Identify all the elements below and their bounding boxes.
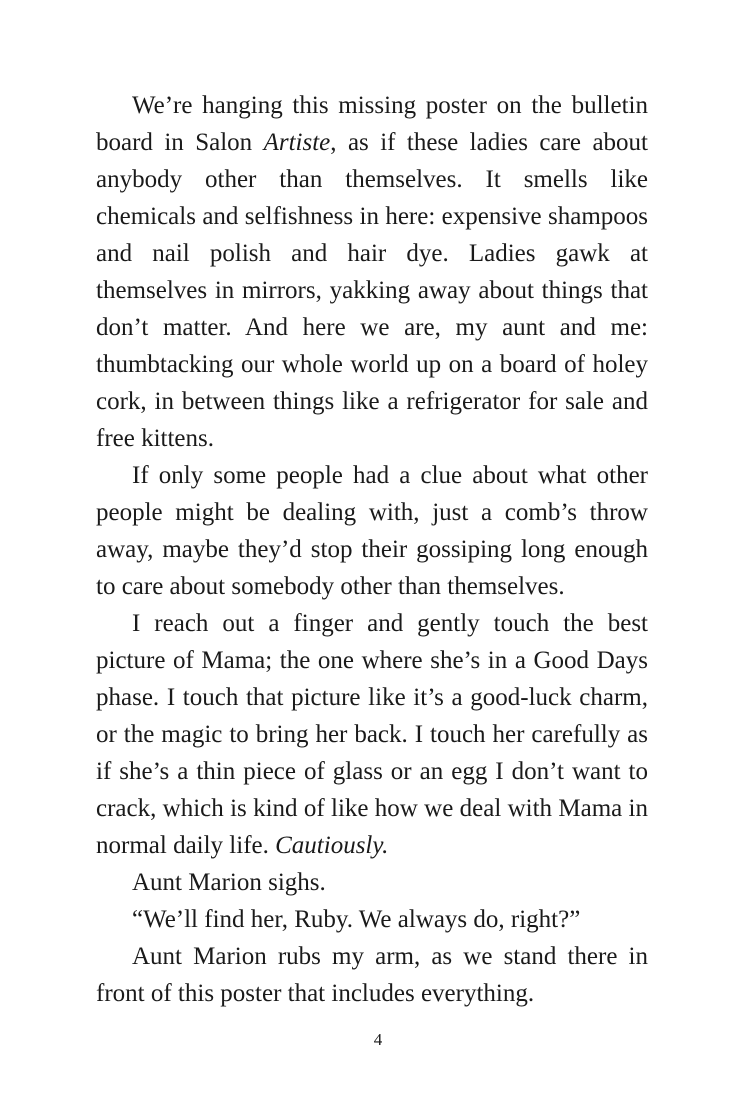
paragraph-3-text-a: I reach out a finger and gently touch the best picture of Mama; the one where she’s in a Good Days phase. I touch that picture like it’s a good-luck charm, or the magic to bring her back. I touch her carefully as if she’s a thin piece of glass or an egg I don’t want to crack, which is kind of like how we deal with Mama in normal daily life. <box>96 610 648 859</box>
paragraph-1 <box>96 87 648 457</box>
page-number: 4 <box>373 1030 383 1049</box>
paragraph-2: If only some people had a clue about what other people might be dealing with, just a comb’s throw away, maybe they’d stop their gossiping long enough to care about somebody other than themselves. <box>96 462 648 600</box>
paragraph-1-text-b: , as if these ladies care about anybody other than themselves. It smells like chemicals and selfishness in here: expensive shampoos and nail polish and hair dye. Ladies gawk at themselves in mirrors, yakking away about things that don’t matter. And here we are, my aunt and me: thumbtacking our whole world up on a board of holey cork, in between things like a refrigerator for sale and free kittens. <box>96 129 648 452</box>
paragraph-1-italic: Artiste <box>263 129 331 156</box>
paragraph-6: Aunt Marion rubs my arm, as we stand there in front of this poster that includes everything. <box>96 943 648 1007</box>
paragraph-3 <box>96 605 648 864</box>
paragraph-5: “We’ll find her, Ruby. We always do, right?” <box>132 906 581 933</box>
paragraph-3-italic: Cautiously. <box>275 832 389 859</box>
paragraph-4: Aunt Marion sighs. <box>132 869 326 896</box>
body-text <box>96 87 648 1012</box>
paragraph-1-text-a: We’re hanging this missing poster on the bulletin board in Salon <box>96 92 648 156</box>
